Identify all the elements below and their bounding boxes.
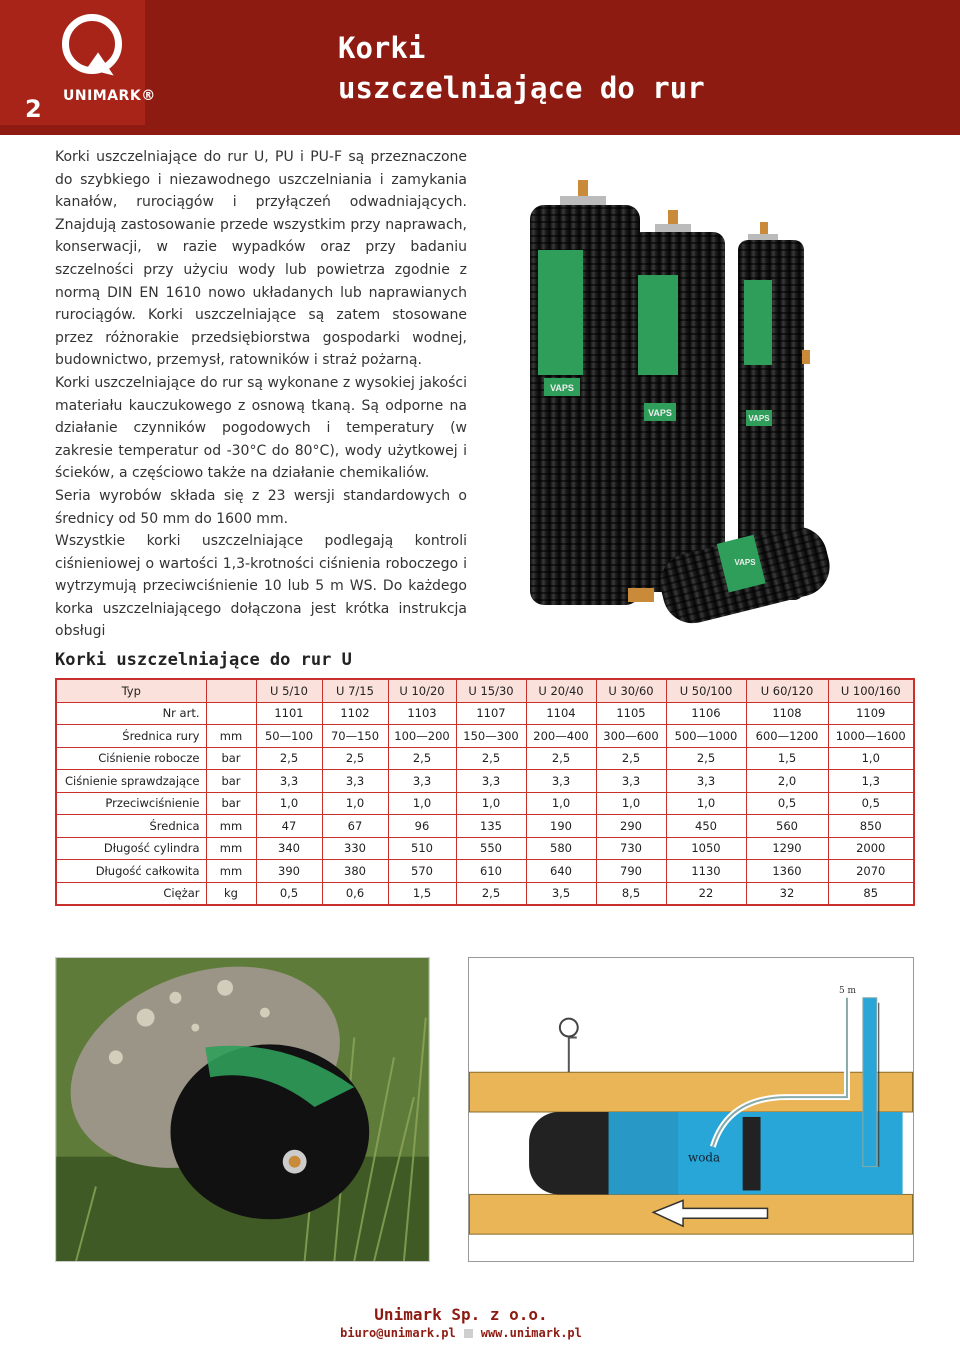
installation-diagram [468,957,914,1262]
table-value-cell: 380 [322,860,388,883]
table-value-cell: 3,3 [256,770,322,793]
logo-text: UNIMARK® [63,88,156,104]
table-row [56,837,914,860]
intro-paragraph-3: Seria wyrobów składa się z 23 wersji standardowych o średnicy od 50 mm do 1600 mm. [55,487,467,527]
table-value-cell: 2,5 [666,747,746,770]
table-value-cell: 300—600 [596,725,666,748]
table-value-cell: 2000 [828,837,914,860]
table-unit-cell: kg [206,882,256,905]
table-param-cell: Przeciwciśnienie [56,792,206,815]
plug-label-1: VAPS [550,383,574,393]
table-value-cell: 100—200 [388,725,456,748]
table-value-cell: 2,5 [526,747,596,770]
table-param-cell: Ciśnienie sprawdzające [56,770,206,793]
table-value-cell: 200—400 [526,725,596,748]
table-value-cell: 96 [388,815,456,838]
table-value-cell: 1130 [666,860,746,883]
table-value-cell: 3,3 [322,770,388,793]
table-value-cell: 1290 [746,837,828,860]
title-line-1: Korki [338,31,426,65]
table-value-cell: U 7/15 [322,679,388,702]
table-param-cell: Średnica [56,815,206,838]
table-value-cell: 730 [596,837,666,860]
table-param-cell: Długość całkowita [56,860,206,883]
table-value-cell: U 60/120 [746,679,828,702]
spec-table [55,678,915,906]
table-row [56,702,914,725]
table-value-cell: 1105 [596,702,666,725]
table-row [56,725,914,748]
table-value-cell: 150—300 [456,725,526,748]
table-value-cell: 0,5 [828,792,914,815]
table-value-cell: 580 [526,837,596,860]
table-value-cell: 22 [666,882,746,905]
table-value-cell: U 30/60 [596,679,666,702]
table-value-cell: U 10/20 [388,679,456,702]
page-title [338,28,705,108]
table-value-cell: 1,3 [828,770,914,793]
table-value-cell: 1,0 [596,792,666,815]
table-value-cell: 70—150 [322,725,388,748]
water-label: woda [688,1150,721,1165]
logo [0,0,156,125]
table-value-cell: U 100/160 [828,679,914,702]
table-value-cell: 0,5 [256,882,322,905]
table-value-cell: 550 [456,837,526,860]
table-value-cell: 1050 [666,837,746,860]
table-value-cell: 290 [596,815,666,838]
table-unit-cell: mm [206,860,256,883]
table-value-cell: 190 [526,815,596,838]
table-value-cell: 2070 [828,860,914,883]
table-value-cell: 85 [828,882,914,905]
table-value-cell: 1,0 [388,792,456,815]
table-value-cell: 3,3 [596,770,666,793]
table-unit-cell: bar [206,770,256,793]
table-param-cell: Ciśnienie robocze [56,747,206,770]
intro-paragraph-2: Korki uszczelniające do rur są wykonane z wysokiej jakości materiału kauczukowego z osnową tkaną. Są odporne na działanie czynników pogodowych i temperatury (w zakresie temperatur od -30°C do 80°C), wody użytkowej i ścieków, a częściowo także na działanie chemikaliów. [55,374,467,482]
table-value-cell: U 5/10 [256,679,322,702]
plug-label-3: VAPS [748,414,770,423]
table-unit-cell [206,679,256,702]
table-param-cell: Ciężar [56,882,206,905]
table-value-cell: 2,0 [746,770,828,793]
table-value-cell: 3,5 [526,882,596,905]
plug-label-4: VAPS [734,558,756,567]
footer-website[interactable]: www.unimark.pl [480,1326,582,1340]
table-value-cell: 510 [388,837,456,860]
table-unit-cell [206,702,256,725]
intro-text [55,146,467,643]
table-value-cell: 3,3 [388,770,456,793]
separator-square-icon [464,1329,473,1338]
table-value-cell: 560 [746,815,828,838]
table-value-cell: 330 [322,837,388,860]
table-value-cell: 2,5 [322,747,388,770]
table-value-cell: 135 [456,815,526,838]
gauge-icon [560,1019,578,1037]
field-photo [55,957,430,1262]
table-value-cell: U 15/30 [456,679,526,702]
table-param-cell: Nr art. [56,702,206,725]
table-title: Korki uszczelniające do rur U [55,650,352,670]
table-value-cell: 2,5 [456,747,526,770]
table-value-cell: 1000—1600 [828,725,914,748]
table-param-cell: Średnica rury [56,725,206,748]
table-value-cell: 47 [256,815,322,838]
table-value-cell: 390 [256,860,322,883]
table-value-cell: 2,5 [596,747,666,770]
table-unit-cell: mm [206,815,256,838]
table-value-cell: 50—100 [256,725,322,748]
title-line-2: uszczelniające do rur [338,71,705,105]
product-photo [520,160,940,630]
height-label: 5 m [839,985,857,996]
table-unit-cell: mm [206,837,256,860]
table-value-cell: 1104 [526,702,596,725]
table-value-cell: 1102 [322,702,388,725]
table-row [56,860,914,883]
table-value-cell: 1106 [666,702,746,725]
table-unit-cell: bar [206,792,256,815]
table-value-cell: 1,0 [322,792,388,815]
table-value-cell: 1,0 [828,747,914,770]
table-value-cell: 1,0 [456,792,526,815]
table-value-cell: 640 [526,860,596,883]
table-value-cell: 3,3 [456,770,526,793]
table-row [56,770,914,793]
table-value-cell: 1,0 [526,792,596,815]
table-unit-cell: bar [206,747,256,770]
table-value-cell: 1,0 [666,792,746,815]
table-row [56,815,914,838]
table-value-cell: 2,5 [256,747,322,770]
table-row [56,747,914,770]
table-value-cell: 3,3 [666,770,746,793]
table-value-cell: 1,0 [256,792,322,815]
table-value-cell: 1108 [746,702,828,725]
table-value-cell: 340 [256,837,322,860]
table-value-cell: 850 [828,815,914,838]
table-value-cell: 1107 [456,702,526,725]
table-value-cell: 1360 [746,860,828,883]
table-value-cell: 1,5 [746,747,828,770]
table-value-cell: 67 [322,815,388,838]
table-value-cell: 610 [456,860,526,883]
table-value-cell: 32 [746,882,828,905]
table-value-cell: 450 [666,815,746,838]
table-value-cell: 0,6 [322,882,388,905]
table-value-cell: 570 [388,860,456,883]
table-value-cell: 1,5 [388,882,456,905]
intro-paragraph-4: Wszystkie korki uszczelniające podlegają kontroli ciśnieniowej o wartości 1,3-krotności ciśnienia roboczego i wytrzymują przeciwciśnienie 10 lub 5 m WS. Do każdego korka uszczelniającego dołączona jest krótka instrukcja obsługi [55,533,467,640]
table-value-cell: 2,5 [388,747,456,770]
table-value-cell: 500—1000 [666,725,746,748]
table-unit-cell: mm [206,725,256,748]
plug-medium [630,210,725,592]
table-param-cell: Długość cylindra [56,837,206,860]
table-value-cell: 1103 [388,702,456,725]
table-row [56,882,914,905]
table-value-cell: 3,3 [526,770,596,793]
footer-contact [0,1326,922,1340]
table-value-cell: 0,5 [746,792,828,815]
footer-company: Unimark Sp. z o.o. [374,1305,548,1324]
table-header-row [56,679,914,702]
table-value-cell: 2,5 [456,882,526,905]
table-value-cell: 8,5 [596,882,666,905]
table-value-cell: 1109 [828,702,914,725]
footer-email[interactable]: biuro@unimark.pl [340,1326,456,1340]
table-param-cell: Typ [56,679,206,702]
plug-label-2: VAPS [648,408,672,418]
table-value-cell: 600—1200 [746,725,828,748]
table-value-cell: U 20/40 [526,679,596,702]
table-value-cell: 1101 [256,702,322,725]
table-row [56,792,914,815]
page-number: 2 [25,95,42,123]
table-value-cell: 790 [596,860,666,883]
table-value-cell: U 50/100 [666,679,746,702]
plug-large [530,180,640,605]
intro-paragraph-1: Korki uszczelniające do rur U, PU i PU-F są przeznaczone do szybkiego i niezawodnego uszczelniania i zamykania kanałów, rurociągów i przyłączeń odwadniających. Znajdują zastosowanie przede wszystkim przy naprawach, konserwacji, w razie wypadków oraz przy badaniu szczelności przy użyciu wody lub powietrza zgodnie z normą DIN EN 1610 nowo układanych lub naprawianych rurociągów. Korki uszczelniające są zatem stosowane przez różnorakie przedsiębiorstwa gospodarki wodnej, budownictwo, przemysł, ratowników i straż pożarną. [55,149,467,369]
